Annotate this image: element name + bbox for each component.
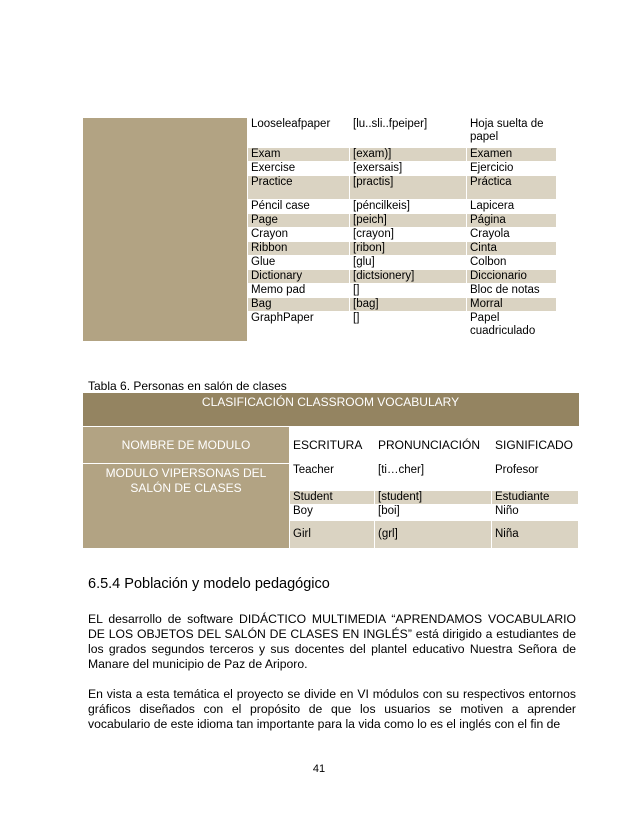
table-cell: Niño — [492, 505, 579, 521]
table-cell: Student — [290, 491, 375, 505]
table-cell: [glu] — [350, 256, 467, 270]
table-cell: Looseleafpaper — [248, 118, 350, 148]
table-cell: [exam)] — [350, 148, 467, 162]
table-cell: [crayon] — [350, 228, 467, 242]
table-cell: Ejercicio — [467, 162, 557, 176]
table-cell: Profesor — [492, 464, 579, 491]
paragraph: En vista a esta temática el proyecto se divide en VI módulos con su respectivos entornos gráficos diseñados con el propósito de que los usuarios se motiven a aprender vocabulario de este idioma tan importante para la vida como lo es el inglés con el fin de — [88, 687, 576, 731]
table-cell: [practis] — [350, 176, 467, 200]
header-pronunciation: PRONUNCIACIÓN — [375, 427, 492, 464]
table-cell: Exercise — [248, 162, 350, 176]
table-cell: [exersais] — [350, 162, 467, 176]
table-cell: Crayon — [248, 228, 350, 242]
table-cell: Teacher — [290, 464, 375, 491]
table-title: CLASIFICACIÓN CLASSROOM VOCABULARY — [83, 393, 579, 427]
table-cell: Exam — [248, 148, 350, 162]
table-cell: [boi] — [375, 505, 492, 521]
table-cell: Bloc de notas — [467, 284, 557, 298]
table-cell: Papel cuadriculado — [467, 312, 557, 342]
table-cell: Morral — [467, 298, 557, 312]
table-cell: Lapicera — [467, 200, 557, 214]
table-cell: Practice — [248, 176, 350, 200]
table-cell: [dictsionery] — [350, 270, 467, 284]
table-side-column — [83, 118, 248, 342]
table-cell: Boy — [290, 505, 375, 521]
table-cell: Hoja suelta de papel — [467, 118, 557, 148]
table-cell: Cinta — [467, 242, 557, 256]
table-cell: [peich] — [350, 214, 467, 228]
table-cell: [ti…cher] — [375, 464, 492, 491]
header-meaning: SIGNIFICADO — [492, 427, 579, 464]
header-writing: ESCRITURA — [290, 427, 375, 464]
table-cell: Colbon — [467, 256, 557, 270]
table-cell: Examen — [467, 148, 557, 162]
classroom-vocab-table — [82, 393, 579, 549]
table-cell: [bag] — [350, 298, 467, 312]
table-cell: Dictionary — [248, 270, 350, 284]
table-cell: Memo pad — [248, 284, 350, 298]
table-cell: [lu..sli..fpeiper] — [350, 118, 467, 148]
table-cell: GraphPaper — [248, 312, 350, 342]
table-cell: Diccionario — [467, 270, 557, 284]
table-cell: Girl — [290, 521, 375, 549]
table-cell: Crayola — [467, 228, 557, 242]
table-cell: Práctica — [467, 176, 557, 200]
vocab-table — [82, 117, 557, 342]
table-cell: Página — [467, 214, 557, 228]
section-heading: 6.5.4 Población y modelo pedagógico — [88, 576, 330, 592]
table-cell: [] — [350, 312, 467, 342]
module-name-cell: MODULO VIPERSONAS DEL SALÓN DE CLASES — [83, 464, 290, 549]
table-cell: Page — [248, 214, 350, 228]
table-cell: [student] — [375, 491, 492, 505]
table-cell: Glue — [248, 256, 350, 270]
table-cell: Ribbon — [248, 242, 350, 256]
table-cell: [ribon] — [350, 242, 467, 256]
table-cell: Niña — [492, 521, 579, 549]
table-cell: [péncilkeis] — [350, 200, 467, 214]
header-module: NOMBRE DE MODULO — [83, 427, 290, 464]
page-number: 41 — [312, 763, 326, 775]
table-cell: Bag — [248, 298, 350, 312]
table-cell: (grl] — [375, 521, 492, 549]
table-cell: [] — [350, 284, 467, 298]
paragraph: EL desarrollo de software DIDÁCTICO MULTIMEDIA “APRENDAMOS VOCABULARIO DE LOS OBJETOS DEL SALÓN DE CLASES EN INGLÉS” está dirigido a estudiantes de los grados segundos terceros y sus docentes del plantel educativo Nuestra Señora de Manare del municipio de Paz de Ariporo. — [88, 612, 576, 671]
table-cell: Péncil case — [248, 200, 350, 214]
table-cell: Estudiante — [492, 491, 579, 505]
table-caption: Tabla 6. Personas en salón de clases — [88, 379, 287, 393]
